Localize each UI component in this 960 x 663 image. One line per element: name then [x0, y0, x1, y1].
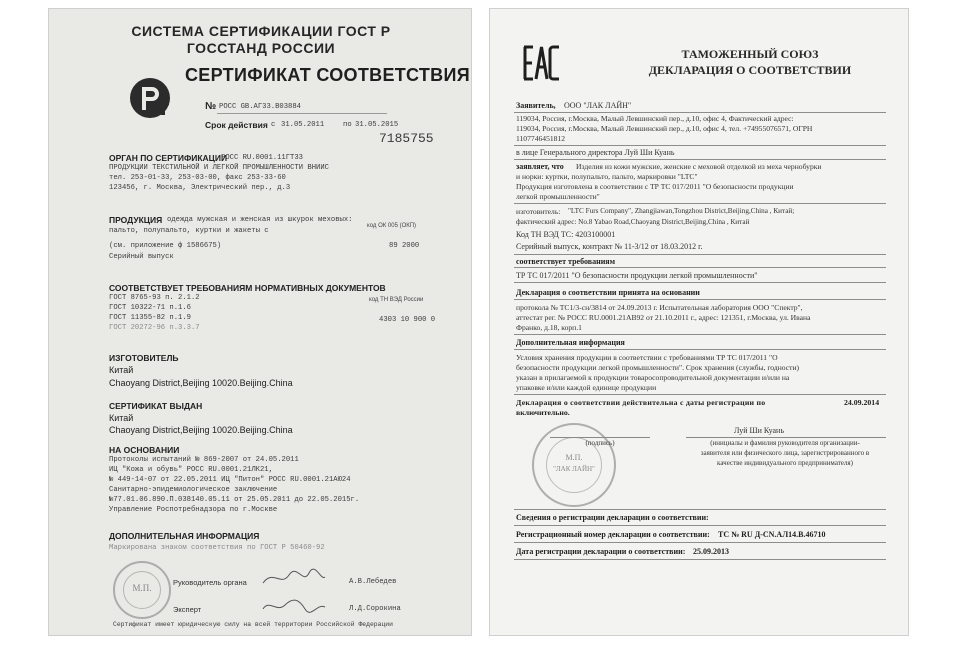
issued-label: СЕРТИФИКАТ ВЫДАН	[109, 401, 203, 411]
eac-logo-icon	[522, 43, 562, 83]
rst-logo-icon	[127, 75, 173, 121]
additional-info-line: безопасности продукции легкой промышленности". Срок хранения (службы, годности)	[516, 363, 800, 372]
serial-number: 7185755	[379, 131, 434, 146]
number-label: №	[205, 101, 217, 112]
product-line: одежда мужская и женская из шкурок меховых:	[167, 216, 353, 224]
serial-line: Серийный выпуск, контракт № 11-3/12 от 18.03.2012 г.	[516, 242, 703, 251]
declaration-title: ДЕКЛАРАЦИЯ О СООТВЕТСТВИИ	[648, 63, 852, 77]
expert-label: Эксперт	[173, 605, 202, 614]
certification-system-line1: СИСТЕМА СЕРТИФИКАЦИИ ГОСТ Р	[131, 23, 391, 39]
validity-from: 31.05.2011	[281, 121, 325, 129]
compliance-line: ГОСТ 11355-82 п.1.9	[109, 314, 191, 322]
compliance-line: ГОСТ 10322-71 п.1.6	[109, 304, 191, 312]
basis-line: Санитарно-эпидемиологическое заключение	[109, 486, 278, 494]
expert-name: Л.Д.Сорокина	[349, 605, 401, 613]
product-label: ПРОДУКЦИЯ	[109, 215, 163, 225]
compliance-line: ГОСТ 20272-96 п.3.3.7	[109, 324, 200, 332]
certification-system-line2: ГОССТАНД РОССИИ	[186, 40, 336, 56]
applicant-name: ООО "ЛАК ЛАЙН"	[564, 101, 632, 110]
expert-signature-icon	[259, 595, 329, 617]
basis-line: Протоколы испытаний № 869-2007 от 24.05.2011	[109, 456, 299, 464]
basis-line: ИЦ "Кожа и обувь" РОСС RU.0001.21ЛК21,	[109, 466, 273, 474]
tnved-label: код ТН ВЭД России	[369, 297, 424, 303]
additional-info-line: указан в прилагаемой к продукции товаросопроводительной документации и/или на	[516, 373, 790, 382]
additional-info-line: Условия хранения продукции в соответствии с требованиями ТР ТС 017/2011 "О	[516, 353, 778, 362]
declares-line: Продукция изготовлена в соответствии с ТР ТС 017/2011 "О безопасности продукции	[516, 182, 794, 191]
okp-label: код ОК 005 (ОКП)	[367, 223, 417, 229]
head-name: А.В.Лебедев	[349, 578, 397, 586]
registration-header: Сведения о регистрации декларации о соответствии:	[516, 513, 709, 522]
certification-body-line: ПРОДУКЦИИ ТЕКСТИЛЬНОЙ И ЛЕГКОЙ ПРОМЫШЛЕННОСТИ ВНИИС	[109, 164, 329, 172]
director-line: в лице Генерального директора Луй Ши Куань	[516, 148, 675, 157]
conforms-line: ТР ТС 017/2011 "О безопасности продукции легкой промышленности"	[516, 271, 758, 280]
basis-line: №77.01.06.890.П.038140.05.11 от 25.05.2011 до 22.05.2015г.	[109, 496, 360, 504]
certificate-stamp-icon	[113, 561, 171, 619]
issued-address: Chaoyang District,Beijing 10020.Beijing.China	[109, 425, 293, 435]
compliance-line: ГОСТ 8765-93 п. 2.1.2	[109, 294, 200, 302]
validity-from-prefix: с	[271, 121, 276, 129]
conforms-label: соответствует требованиям	[516, 257, 616, 266]
registration-number-label: Регистрационный номер декларации о соответствии:	[516, 530, 710, 539]
validity-to: 31.05.2015	[355, 121, 399, 129]
basis-line: Франко, д.18, корп.1	[516, 323, 582, 332]
applicant-label: Заявитель,	[516, 101, 556, 110]
declares-line: легкой промышленности"	[516, 192, 600, 201]
company-stamp-icon	[532, 423, 616, 507]
validity-label: Декларация о соответствии действительна с даты регистрации по	[516, 398, 766, 407]
declares-line: Изделия из кожи мужские, женские с меховой отделкой из меха чернобурки	[576, 162, 822, 171]
additional-info-line: Маркирована знаком соответствия по ГОСТ Р 50460-92	[109, 544, 325, 552]
tnved-value: 4303 10 900 0	[379, 316, 436, 324]
product-line: Серийный выпуск	[109, 253, 174, 261]
maker-line: "LTC Furs Company", Zhangjiawan,Tongzhou District,Beijing,China , Китай;	[568, 207, 795, 215]
signature-caption: (подпись)	[585, 439, 615, 447]
additional-info-label: ДОПОЛНИТЕЛЬНАЯ ИНФОРМАЦИЯ	[109, 531, 260, 541]
registration-date-label: Дата регистрации декларации о соответствии:	[516, 547, 686, 556]
certificate-footer: Сертификат имеет юридическую силу на всей территории Российской Федерации	[113, 621, 393, 628]
issued-country: Китай	[109, 413, 134, 423]
validity-label: Срок действия	[205, 120, 268, 130]
certification-body-line: 123456, г. Москва, Электрический пер., д.3	[109, 184, 291, 192]
validity-date: 24.09.2014	[844, 398, 880, 407]
basis-line: Управление Роспотребнадзора по г.Москве	[109, 506, 278, 514]
eac-declaration	[489, 8, 909, 636]
validity-suffix: включительно.	[516, 408, 570, 417]
basis-line: № 449-14-07 от 22.05.2011 ИЦ "Питон" РОСС RU.0001.21АЮ24	[109, 476, 351, 484]
applicant-line: 1107746451812	[516, 134, 566, 143]
signer-caption-line: (инициалы и фамилия руководителя организации-	[710, 439, 860, 447]
tnved-line: Код ТН ВЭД ТС: 4203100001	[516, 230, 616, 239]
basis-label: НА ОСНОВАНИИ	[109, 445, 180, 455]
certification-body-line: тел. 253-01-33, 253-03-00, факс 253-33-60	[109, 174, 286, 182]
stamp-text: М.П.	[132, 583, 152, 593]
head-label: Руководитель органа	[173, 578, 247, 587]
applicant-line: 119034, Россия, г.Москва, Малый Левшинский пер., д.10, офис 4, Фактический адрес:	[516, 114, 794, 123]
additional-info-label: Дополнительная информация	[516, 338, 625, 347]
customs-union-title: ТАМОЖЕННЫЙ СОЮЗ	[681, 47, 819, 61]
product-line: (см. приложение ф 1586675)	[109, 242, 222, 250]
certification-body-code: РОСС RU.0001.11ГТ33	[221, 154, 303, 162]
basis-label: Декларация о соответствии принята на основании	[516, 288, 700, 297]
manufacturer-address: Chaoyang District,Beijing 10020.Beijing.China	[109, 378, 293, 388]
certificate-number: РОСС GB.АГ33.В03884	[219, 103, 301, 111]
manufacturer-label: ИЗГОТОВИТЕЛЬ	[109, 353, 179, 363]
additional-info-line: упаковке и/или каждой единице продукции	[516, 383, 657, 392]
maker-label: изготовитель:	[516, 207, 561, 216]
stamp-company: "ЛАК ЛАЙН"	[553, 465, 595, 473]
signer-name: Луй Ши Куань	[734, 426, 784, 435]
stamp-mp: М.П.	[565, 453, 583, 462]
applicant-line: 119034, Россия, г.Москва, Малый Левшинский пер., д.10, офис 4, тел. +74955076571, ОГРН	[516, 124, 813, 133]
maker-line: фактический адрес: No.8 Yabao Road,Chaoyang District,Beijing,China , Китай	[516, 218, 750, 226]
registration-date: 25.09.2013	[693, 547, 729, 556]
registration-number: ТС № RU Д-CN.АЛ14.В.46710	[718, 530, 826, 539]
product-line: пальто, полупальто, куртки и жакеты с	[109, 227, 269, 235]
certificate-title: СЕРТИФИКАТ СООТВЕТСТВИЯ	[185, 65, 470, 85]
okp-value: 89 2000	[389, 242, 420, 250]
signer-caption-line: заявителя или физического лица, зарегистрированного в	[700, 449, 870, 457]
compliance-label: СООТВЕТСТВУЕТ ТРЕБОВАНИЯМ НОРМАТИВНЫХ ДОКУМЕНТОВ	[109, 283, 386, 293]
declares-line: и норки: куртки, полупальто, пальто, маркировки "LTC"	[516, 172, 698, 181]
gost-certificate	[48, 8, 472, 636]
validity-to-prefix: по	[343, 121, 352, 129]
basis-line: аттестат рег. № РОСС RU.0001.21АВ92 от 21.10.2011 г., адрес: 121351, г.Москва, ул. Ивана	[516, 313, 811, 322]
certification-body-label: ОРГАН ПО СЕРТИФИКАЦИИ	[109, 153, 228, 163]
basis-line: протокола № ТС1/3-сн/3814 от 24.09.2013 г. Испытательная лаборатория ООО "Спектр",	[516, 303, 803, 312]
signer-caption-line: качестве индивидуального предпринимателя)	[717, 459, 853, 467]
declares-label: заявляет, что	[516, 162, 564, 171]
head-signature-icon	[259, 567, 329, 589]
manufacturer-country: Китай	[109, 365, 134, 375]
